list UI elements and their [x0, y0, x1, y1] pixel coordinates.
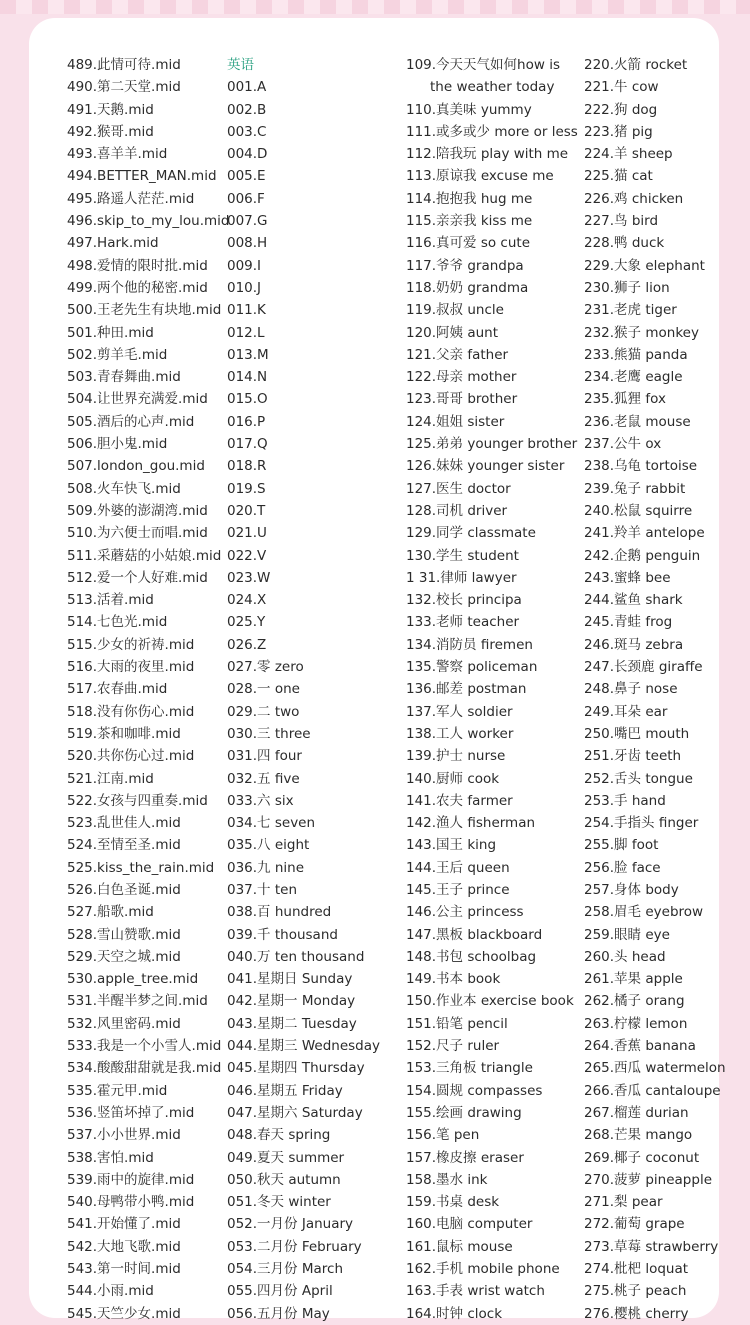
- list-item: 531.半醒半梦之间.mid: [67, 993, 208, 1010]
- list-item: 520.共你伤心过.mid: [67, 748, 195, 765]
- list-item: 223.猪 pig: [584, 123, 653, 140]
- list-item: 011.K: [227, 302, 266, 319]
- list-item: 120.阿姨 aunt: [406, 324, 499, 341]
- list-item: 134.消防员 firemen: [406, 636, 533, 653]
- list-item: 022.V: [227, 547, 267, 564]
- list-item: 048.春天 spring: [227, 1127, 331, 1144]
- list-item: 153.三角板 triangle: [406, 1060, 533, 1077]
- list-item: 525.kiss_the_rain.mid: [67, 859, 215, 876]
- list-item: 155.绘画 drawing: [406, 1104, 522, 1121]
- list-item: 044.星期三 Wednesday: [227, 1038, 381, 1055]
- list-item: 135.警察 policeman: [406, 659, 538, 676]
- list-item: 272.葡萄 grape: [584, 1216, 685, 1233]
- list-item: 008.H: [227, 235, 268, 252]
- list-item: 271.梨 pear: [584, 1194, 663, 1211]
- list-item: 1 31.律师 lawyer: [406, 569, 517, 586]
- list-item: 041.星期日 Sunday: [227, 971, 353, 988]
- list-item: 228.鸭 duck: [584, 235, 665, 252]
- list-item: 239.兔子 rabbit: [584, 480, 686, 497]
- list-item: 263.柠檬 lemon: [584, 1015, 688, 1032]
- list-item: 495.路遥人茫茫.mid: [67, 190, 195, 207]
- list-item: 113.原谅我 excuse me: [406, 168, 554, 185]
- list-item: 244.鲨鱼 shark: [584, 592, 683, 609]
- list-item: 114.抱抱我 hug me: [406, 190, 533, 207]
- list-item: 516.大雨的夜里.mid: [67, 659, 195, 676]
- list-item: 125.弟弟 younger brother: [406, 436, 578, 453]
- list-item: 540.母鸭带小鸭.mid: [67, 1194, 195, 1211]
- list-item: 017.Q: [227, 436, 268, 453]
- list-item: 544.小雨.mid: [67, 1283, 154, 1300]
- list-item: 029.二 two: [227, 703, 300, 720]
- list-item: 037.十 ten: [227, 881, 298, 898]
- list-item: 238.乌龟 tortoise: [584, 458, 698, 475]
- list-item: 112.陪我玩 play with me: [406, 146, 569, 163]
- list-item: 262.橘子 orang: [584, 993, 685, 1010]
- list-item: 274.枇杷 loquat: [584, 1261, 689, 1278]
- list-item: 050.秋天 autumn: [227, 1171, 341, 1188]
- list-item: 154.圆规 compasses: [406, 1082, 543, 1099]
- list-item: 004.D: [227, 146, 268, 163]
- list-item: 147.黑板 blackboard: [406, 926, 543, 943]
- list-item: 231.老虎 tiger: [584, 302, 677, 319]
- list-item: 035.八 eight: [227, 837, 310, 854]
- list-item: 005.E: [227, 168, 266, 185]
- list-item: 043.星期二 Tuesday: [227, 1015, 357, 1032]
- list-item: 533.我是一个小雪人.mid: [67, 1038, 222, 1055]
- list-item: 512.爱一个人好难.mid: [67, 569, 208, 586]
- list-item: 145.王子 prince: [406, 881, 510, 898]
- list-item: 142.渔人 fisherman: [406, 815, 536, 832]
- list-item: 002.B: [227, 101, 267, 118]
- list-item: 224.羊 sheep: [584, 146, 673, 163]
- list-item: 116.真可爱 so cute: [406, 235, 531, 252]
- list-item: 024.X: [227, 592, 267, 609]
- column-3: [406, 54, 578, 1325]
- list-item: 162.手机 mobile phone: [406, 1261, 560, 1278]
- list-item: 146.公主 princess: [406, 904, 524, 921]
- list-item: 501.种田.mid: [67, 324, 154, 341]
- list-item: 053.二月份 February: [227, 1238, 362, 1255]
- list-item: 013.M: [227, 346, 269, 363]
- list-item: 225.猫 cat: [584, 168, 653, 185]
- list-item: 251.牙齿 teeth: [584, 748, 682, 765]
- list-item: 246.斑马 zebra: [584, 636, 684, 653]
- list-item: 227.鸟 bird: [584, 213, 659, 230]
- list-item: 517.农春曲.mid: [67, 681, 168, 698]
- list-item: 156.笔 pen: [406, 1127, 480, 1144]
- list-item: 530.apple_tree.mid: [67, 971, 199, 988]
- list-item: 006.F: [227, 190, 265, 207]
- list-item: 220.火箭 rocket: [584, 57, 688, 73]
- list-item: 021.U: [227, 525, 267, 542]
- list-item: 036.九 nine: [227, 859, 305, 876]
- list-item: 129.同学 classmate: [406, 525, 536, 542]
- list-item: 234.老鹰 eagle: [584, 369, 683, 386]
- list-item: 233.熊猫 panda: [584, 346, 688, 363]
- list-item: 523.乱世佳人.mid: [67, 815, 181, 832]
- list-item: 264.香蕉 banana: [584, 1038, 696, 1055]
- list-item: 240.松鼠 squirre: [584, 502, 693, 519]
- list-item: 128.司机 driver: [406, 502, 508, 519]
- list-item: 245.青蛙 frog: [584, 614, 673, 631]
- list-item: 269.椰子 coconut: [584, 1149, 700, 1166]
- list-item: 521.江南.mid: [67, 770, 154, 787]
- list-item: 502.剪羊毛.mid: [67, 346, 168, 363]
- list-item: 518.没有你伤心.mid: [67, 703, 195, 720]
- list-item: 232.猴子 monkey: [584, 324, 699, 341]
- list-item: 007.G: [227, 213, 268, 230]
- list-item: 260.头 head: [584, 948, 666, 965]
- list-item: 258.眉毛 eyebrow: [584, 904, 704, 921]
- list-item: 138.工人 worker: [406, 725, 514, 742]
- list-item: 270.菠萝 pineapple: [584, 1171, 712, 1188]
- list-item: 497.Hark.mid: [67, 235, 159, 252]
- list-item: 121.父亲 father: [406, 346, 509, 363]
- list-item: 507.london_gou.mid: [67, 458, 205, 475]
- list-item: 534.酸酸甜甜就是我.mid: [67, 1060, 222, 1077]
- list-item: 143.国王 king: [406, 837, 497, 854]
- list-item: 249.耳朵 ear: [584, 703, 668, 720]
- list-item: 040.万 ten thousand: [227, 948, 365, 965]
- list-item: 032.五 five: [227, 770, 300, 787]
- list-item: 027.零 zero: [227, 659, 304, 676]
- list-item: 222.狗 dog: [584, 101, 658, 118]
- list-item: 515.少女的祈祷.mid: [67, 636, 195, 653]
- decorative-top-border: [0, 0, 750, 14]
- list-item: 025.Y: [227, 614, 266, 631]
- list-item: 026.Z: [227, 636, 267, 653]
- list-item: 237.公牛 ox: [584, 436, 662, 453]
- list-item: 019.S: [227, 480, 266, 497]
- list-item: 247.长颈鹿 giraffe: [584, 659, 703, 676]
- list-item: 528.雪山赞歌.mid: [67, 926, 181, 943]
- list-item: 253.手 hand: [584, 792, 666, 809]
- column-2: [227, 54, 380, 1325]
- list-item: 273.草莓 strawberry: [584, 1238, 719, 1255]
- list-item: 023.W: [227, 569, 271, 586]
- list-item: 493.喜羊羊.mid: [67, 146, 168, 163]
- list-item: 049.夏天 summer: [227, 1149, 345, 1166]
- list-item: 030.三 three: [227, 725, 311, 742]
- list-item: 015.O: [227, 391, 268, 408]
- list-item: 527.船歌.mid: [67, 904, 154, 921]
- list-item: 236.老鼠 mouse: [584, 413, 691, 430]
- list-item: 505.酒后的心声.mid: [67, 413, 195, 430]
- list-item: 157.橡皮擦 eraser: [406, 1149, 524, 1166]
- list-item: 149.书本 book: [406, 971, 501, 988]
- list-item: 018.R: [227, 458, 267, 475]
- list-item: 229.大象 elephant: [584, 257, 705, 274]
- list-item: 541.开始懂了.mid: [67, 1216, 181, 1233]
- list-item: 513.活着.mid: [67, 592, 154, 609]
- list-item: 503.青春舞曲.mid: [67, 369, 181, 386]
- list-item: 056.五月份 May: [227, 1305, 330, 1322]
- list-item: 042.星期一 Monday: [227, 993, 356, 1010]
- list-item: 267.榴莲 durian: [584, 1104, 689, 1121]
- list-item: 122.母亲 mother: [406, 369, 517, 386]
- list-item: 542.大地飞歌.mid: [67, 1238, 181, 1255]
- list-item: 266.香瓜 cantaloupe: [584, 1082, 721, 1099]
- list-item: 046.星期五 Friday: [227, 1082, 343, 1099]
- list-item: 221.牛 cow: [584, 79, 659, 96]
- list-item: 132.校长 principa: [406, 592, 522, 609]
- list-item: 259.眼睛 eye: [584, 926, 670, 943]
- list-item-line: the weather today: [430, 79, 555, 96]
- list-item: 160.电脑 computer: [406, 1216, 533, 1233]
- content-card: [29, 18, 726, 1322]
- list-item: 235.狐狸 fox: [584, 391, 666, 408]
- list-item: 510.为六便士而唱.mid: [67, 525, 208, 542]
- list-item: 508.火车快飞.mid: [67, 480, 181, 497]
- list-item: 051.冬天 winter: [227, 1194, 331, 1211]
- list-item: 016.P: [227, 413, 266, 430]
- list-item: 491.天鹅.mid: [67, 101, 154, 118]
- list-item: 038.百 hundred: [227, 904, 332, 921]
- list-item: 152.尺子 ruler: [406, 1038, 500, 1055]
- list-item: 126.妹妹 younger sister: [406, 458, 565, 475]
- list-item: 150.作业本 exercise book: [406, 993, 574, 1010]
- list-item: 115.亲亲我 kiss me: [406, 213, 533, 230]
- list-item: 248.鼻子 nose: [584, 681, 678, 698]
- list-item: 009.I: [227, 257, 262, 274]
- list-item: 133.老师 teacher: [406, 614, 520, 631]
- list-item: 509.外婆的澎湖湾.mid: [67, 502, 208, 519]
- list-item: 110.真美味 yummy: [406, 101, 532, 118]
- list-item: 118.奶奶 grandma: [406, 279, 529, 296]
- list-item: 535.霍元甲.mid: [67, 1082, 168, 1099]
- list-item: 489.此情可待.mid: [67, 57, 181, 73]
- list-item: 136.邮差 postman: [406, 681, 527, 698]
- list-item: 119.叔叔 uncle: [406, 302, 504, 319]
- list-item: 012.L: [227, 324, 265, 341]
- list-item: 526.白色圣诞.mid: [67, 881, 181, 898]
- list-item: 161.鼠标 mouse: [406, 1238, 513, 1255]
- list-item: 524.至情至圣.mid: [67, 837, 181, 854]
- list-item: 014.N: [227, 369, 268, 386]
- list-item: 537.小小世界.mid: [67, 1127, 181, 1144]
- list-item: 226.鸡 chicken: [584, 190, 684, 207]
- list-item: 252.舌头 tongue: [584, 770, 693, 787]
- list-item: 020.T: [227, 502, 266, 519]
- list-item: 511.采蘑菇的小姑娘.mid: [67, 547, 222, 564]
- list-item: 230.狮子 lion: [584, 279, 670, 296]
- list-item: 275.桃子 peach: [584, 1283, 687, 1300]
- list-item: 242.企鹅 penguin: [584, 547, 701, 564]
- list-item: 504.让世界充满爱.mid: [67, 391, 208, 408]
- list-item: 257.身体 body: [584, 881, 679, 898]
- list-item: 031.四 four: [227, 748, 302, 765]
- list-item: 158.墨水 ink: [406, 1171, 488, 1188]
- list-item: 543.第一时间.mid: [67, 1261, 181, 1278]
- list-item: 151.铅笔 pencil: [406, 1015, 508, 1032]
- list-item: 241.羚羊 antelope: [584, 525, 705, 542]
- column-4: [584, 54, 726, 1325]
- list-item: [406, 54, 578, 99]
- list-item: 243.蜜蜂 bee: [584, 569, 671, 586]
- list-item: 255.脚 foot: [584, 837, 659, 854]
- list-item: 519.茶和咖啡.mid: [67, 725, 181, 742]
- list-item: 494.BETTER_MAN.mid: [67, 168, 217, 185]
- list-item: 265.西瓜 watermelon: [584, 1060, 726, 1077]
- list-item: 522.女孩与四重奏.mid: [67, 792, 208, 809]
- list-item: 492.猴哥.mid: [67, 123, 154, 140]
- list-item: 130.学生 student: [406, 547, 519, 564]
- list-item: 127.医生 doctor: [406, 480, 511, 497]
- list-item: 028.一 one: [227, 681, 300, 698]
- list-item-line: 109.今天天气如何how is: [406, 57, 560, 73]
- list-item: 055.四月份 April: [227, 1283, 333, 1300]
- list-item: 052.一月份 January: [227, 1216, 354, 1233]
- list-item: 250.嘴巴 mouth: [584, 725, 690, 742]
- list-item: 010.J: [227, 279, 262, 296]
- list-item: 054.三月份 March: [227, 1261, 344, 1278]
- column-1: [67, 54, 230, 1325]
- list-item: 033.六 six: [227, 792, 294, 809]
- list-item: 506.胆小鬼.mid: [67, 436, 168, 453]
- section-heading: 英语: [227, 57, 254, 73]
- list-item: 539.雨中的旋律.mid: [67, 1171, 195, 1188]
- list-item: 123.哥哥 brother: [406, 391, 518, 408]
- list-item: 256.脸 face: [584, 859, 661, 876]
- list-item: 047.星期六 Saturday: [227, 1104, 363, 1121]
- list-item: 124.姐姐 sister: [406, 413, 505, 430]
- list-item: 140.厨师 cook: [406, 770, 500, 787]
- list-item: 496.skip_to_my_lou.mid: [67, 213, 230, 230]
- list-item: 045.星期四 Thursday: [227, 1060, 365, 1077]
- list-item: 148.书包 schoolbag: [406, 948, 537, 965]
- list-item: 001.A: [227, 79, 267, 96]
- list-item: 039.千 thousand: [227, 926, 338, 943]
- list-item: 536.竖笛坏掉了.mid: [67, 1104, 195, 1121]
- list-item: 545.天竺少女.mid: [67, 1305, 181, 1322]
- list-item: 261.苹果 apple: [584, 971, 683, 988]
- list-item: 137.军人 soldier: [406, 703, 513, 720]
- list-item: 159.书桌 desk: [406, 1194, 500, 1211]
- list-item: 141.农夫 farmer: [406, 792, 513, 809]
- list-item: 164.时钟 clock: [406, 1305, 503, 1322]
- list-item: 529.天空之城.mid: [67, 948, 181, 965]
- list-item: 276.樱桃 cherry: [584, 1305, 689, 1322]
- list-item: 163.手表 wrist watch: [406, 1283, 545, 1300]
- list-item: 139.护士 nurse: [406, 748, 506, 765]
- list-item: 117.爷爷 grandpa: [406, 257, 524, 274]
- list-item: 144.王后 queen: [406, 859, 510, 876]
- list-item: 538.害怕.mid: [67, 1149, 154, 1166]
- list-item: 490.第二天堂.mid: [67, 79, 181, 96]
- list-item: 111.或多或少 more or less: [406, 123, 578, 140]
- list-item: 254.手指头 finger: [584, 815, 699, 832]
- list-item: 500.王老先生有块地.mid: [67, 302, 222, 319]
- list-item: 499.两个他的秘密.mid: [67, 279, 208, 296]
- list-item: 003.C: [227, 123, 267, 140]
- list-item: 268.芒果 mango: [584, 1127, 693, 1144]
- list-item: 034.七 seven: [227, 815, 316, 832]
- list-item: 514.七色光.mid: [67, 614, 168, 631]
- list-item: 532.风里密码.mid: [67, 1015, 181, 1032]
- list-item: 498.爱情的限时批.mid: [67, 257, 208, 274]
